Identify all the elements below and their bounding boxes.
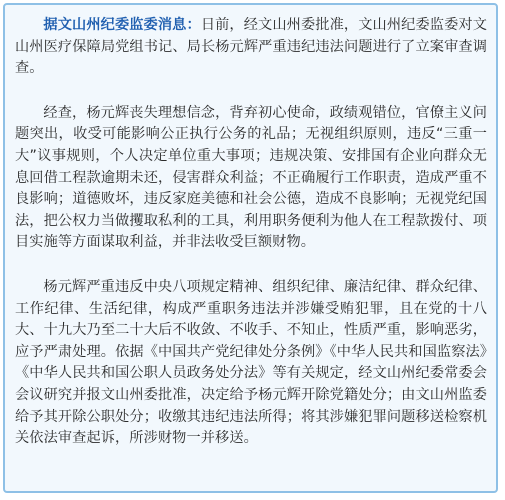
article-body bbox=[15, 15, 487, 473]
article-frame bbox=[3, 3, 498, 493]
intro-text: 日前，经文山州委批准，文山州纪委监委对文山州医疗保障局党组书记、局长杨元辉严重违纪违法问题进行了立案审查调查。 bbox=[15, 17, 487, 77]
source-lead: 据文山州纪委监委消息： bbox=[43, 17, 201, 33]
paragraph-intro bbox=[15, 15, 487, 80]
paragraph-findings: 经查，杨元辉丧失理想信念，背弃初心使命，政绩观错位，官僚主义问题突出，收受可能影响公正执行公务的礼品；无视组织原则，违反“三重一大”议事规则，个人决定单位重大事项；违规决策、安排国有企业向群众无息回借工程款逾期未还，侵害群众利益；不正确履行工作职责，造成严重不良影响；道德败坏，违反家庭美德和社会公德，造成不良影响；无视党纪国法，把公权力当做攫取私利的工具，利用职务便利为他人在工程款拨付、项目实施等方面谋取利益，并非法收受巨额财物。 bbox=[15, 104, 487, 251]
paragraph-decision: 杨元辉严重违反中央八项规定精神、组织纪律、廉洁纪律、群众纪律、工作纪律、生活纪律，构成严重职务违法并涉嫌受贿犯罪，且在党的十八大、十九大乃至二十大后不收敛、不收手、不知止，性质严重，影响恶劣，应予严肃处理。依据《中国共产党纪律处分条例》《中华人民共和国监察法》《中华人民共和国公职人员政务处分法》等有关规定，经文山州纪委常委会会议研究并报文山州委批准，决定给予杨元辉开除党籍处分；由文山州监委给予其开除公职处分；收缴其违纪违法所得；将其涉嫌犯罪问题移送检察机关依法审查起诉，所涉财物一并移送。 bbox=[15, 278, 487, 447]
